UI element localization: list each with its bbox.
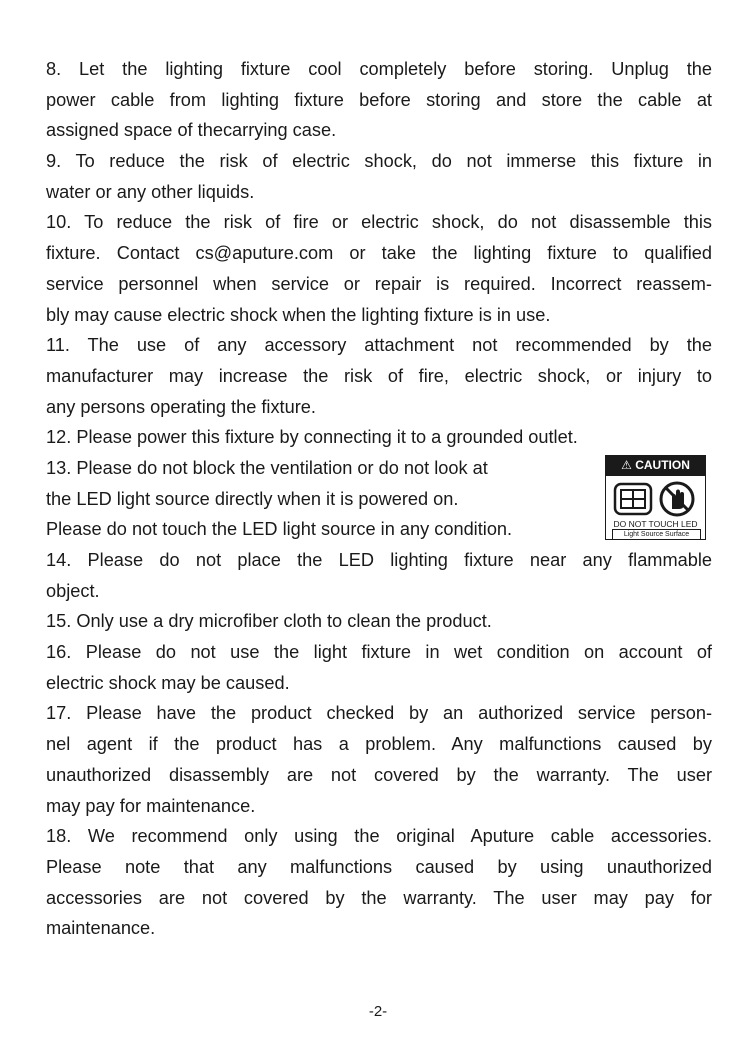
text-line: 15. Only use a dry microfiber cloth to clean the product. — [46, 611, 492, 632]
text-line: 9. To reduce the risk of electric shock, do not immerse this fixture in — [46, 151, 712, 172]
caution-header: ⚠ CAUTION — [605, 455, 706, 475]
text-line: any persons operating the fixture. — [46, 396, 316, 417]
text-line: accessories are not covered by the warranty. The user may pay for — [46, 887, 712, 908]
text-line: power cable from lighting fixture before storing and store the cable at — [46, 89, 712, 110]
text-line: may pay for maintenance. — [46, 795, 256, 816]
led-panel-icon — [613, 482, 653, 516]
text-line: water or any other liquids. — [46, 181, 255, 202]
text-line: object. — [46, 580, 100, 601]
text-line: 13. Please do not block the ventilation or do not look at — [46, 457, 488, 478]
caution-label-body — [605, 475, 706, 540]
text-line: 10. To reduce the risk of fire or electric shock, do not disassemble this — [46, 212, 712, 233]
text-line: 11. The use of any accessory attachment not recommended by the — [46, 335, 712, 356]
text-line: assigned space of thecarrying case. — [46, 120, 337, 141]
text-line: 8. Let the lighting fixture cool completely before storing. Unplug the — [46, 59, 712, 79]
text-line: 14. Please do not place the LED lighting fixture near any flammable — [46, 550, 712, 570]
text-line: fixture. Contact cs@aputure.com or take the lighting fixture to qualified — [46, 243, 712, 264]
text-line: 18. We recommend only using the original Aputure cable accessories. — [46, 826, 712, 847]
text-line: 17. Please have the product checked by an authorized service person- — [46, 703, 712, 724]
page-number: -2- — [368, 1003, 388, 1020]
text-line: Please note that any malfunctions caused by using unauthorized — [46, 856, 712, 877]
text-line: 16. Please do not use the light fixture in wet condition on account of — [46, 642, 712, 663]
text-line: Please do not touch the LED light source in any condition. — [46, 519, 513, 540]
caution-label — [605, 455, 706, 540]
text-line: service personnel when service or repair is required. Incorrect reassem- — [46, 273, 712, 294]
text-line: nel agent if the product has a problem. Any malfunctions caused by — [46, 734, 712, 755]
text-line: bly may cause electric shock when the lighting fixture is in use. — [46, 304, 551, 325]
no-touch-icon — [657, 480, 697, 518]
text-line: unauthorized disassembly are not covered by the warranty. The user — [46, 764, 712, 785]
text-line: manufacturer may increase the risk of fire, electric shock, or injury to — [46, 365, 712, 386]
caution-warning-subtext: Light Source Surface — [612, 529, 701, 540]
text-line: 12. Please power this fixture by connecting it to a grounded outlet. — [46, 427, 578, 448]
text-line: maintenance. — [46, 918, 156, 939]
caution-warning-text: DO NOT TOUCH LED — [613, 519, 698, 529]
text-line: electric shock may be caused. — [46, 672, 290, 693]
text-line: the LED light source directly when it is powered on. — [46, 488, 459, 509]
